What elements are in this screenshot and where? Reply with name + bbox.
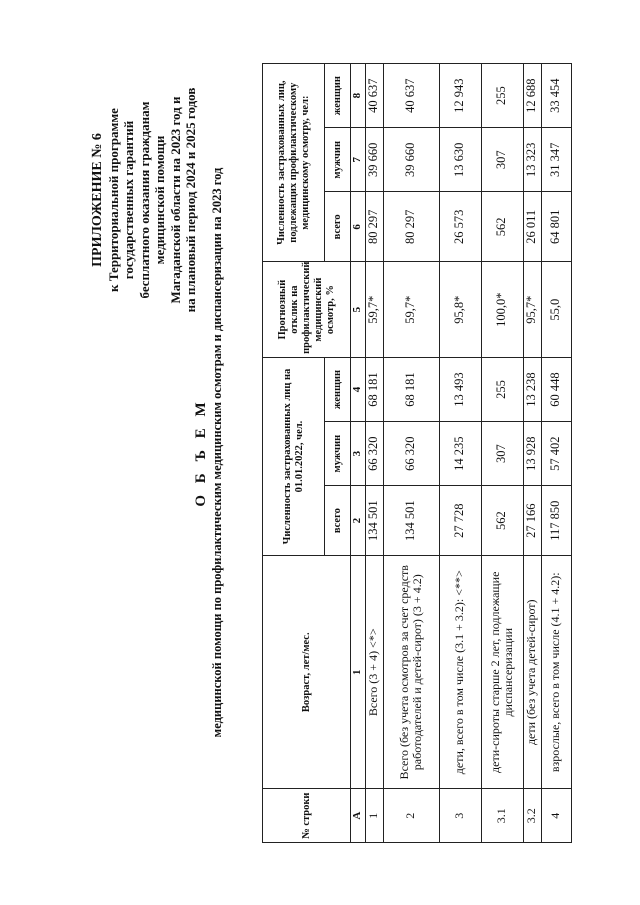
subject-total: 26 011 bbox=[523, 192, 541, 262]
header-men: мужчин bbox=[325, 422, 351, 486]
appendix-line: на плановый период 2024 и 2025 годов bbox=[183, 87, 198, 313]
insured-total: 117 850 bbox=[541, 486, 571, 556]
row-number: 3.1 bbox=[481, 789, 523, 843]
response-percent: 100,0* bbox=[481, 262, 523, 358]
insured-women: 255 bbox=[481, 357, 523, 421]
insured-men: 66 320 bbox=[365, 422, 383, 486]
table-row bbox=[383, 64, 439, 843]
row-number: 3 bbox=[439, 789, 481, 843]
table-row bbox=[365, 64, 383, 843]
insured-men: 66 320 bbox=[383, 422, 439, 486]
column-number: 1 bbox=[351, 556, 366, 789]
subject-women: 40 637 bbox=[365, 64, 383, 128]
insured-total: 134 501 bbox=[365, 486, 383, 556]
header-row-number: № строки bbox=[263, 789, 351, 843]
subject-total: 562 bbox=[481, 192, 523, 262]
column-number: 8 bbox=[351, 64, 366, 128]
table-row bbox=[541, 64, 571, 843]
row-number: 3.2 bbox=[523, 789, 541, 843]
appendix-line: к Территориальной программе bbox=[105, 108, 121, 292]
insured-women: 68 181 bbox=[365, 357, 383, 421]
header-insured: Численность застрахованных лиц на 01.01.2022, чел. bbox=[263, 357, 325, 555]
column-number: 4 bbox=[351, 357, 366, 421]
subject-total: 80 297 bbox=[365, 192, 383, 262]
appendix-title: ПРИЛОЖЕНИЕ № 6 bbox=[90, 133, 105, 267]
volume-table bbox=[262, 63, 572, 843]
insured-men: 14 235 bbox=[439, 422, 481, 486]
subject-men: 31 347 bbox=[541, 128, 571, 192]
subject-men: 13 630 bbox=[439, 128, 481, 192]
row-label: взрослые, всего в том числе (4.1 + 4.2): bbox=[541, 556, 571, 789]
subject-total: 80 297 bbox=[383, 192, 439, 262]
subject-women: 12 688 bbox=[523, 64, 541, 128]
appendix-line: Магаданской области на 2023 год и bbox=[167, 96, 183, 304]
subject-total: 64 801 bbox=[541, 192, 571, 262]
response-percent: 95,7* bbox=[523, 262, 541, 358]
subject-women: 40 637 bbox=[383, 64, 439, 128]
insured-women: 13 493 bbox=[439, 357, 481, 421]
response-percent: 59,7* bbox=[383, 262, 439, 358]
row-number: 2 bbox=[383, 789, 439, 843]
header-age: Возраст, лет/мес. bbox=[263, 556, 351, 789]
insured-total: 27 728 bbox=[439, 486, 481, 556]
column-number: А bbox=[351, 789, 366, 843]
subject-women: 255 bbox=[481, 64, 523, 128]
row-label: дети, всего в том числе (3.1 + 3.2): <**> bbox=[439, 556, 481, 789]
header-response: Прогнозный отклик на профилактический медицинский осмотр, % bbox=[263, 262, 351, 358]
insured-total: 134 501 bbox=[383, 486, 439, 556]
insured-total: 27 166 bbox=[523, 486, 541, 556]
subject-women: 12 943 bbox=[439, 64, 481, 128]
column-number: 6 bbox=[351, 192, 366, 262]
appendix-header bbox=[90, 50, 199, 350]
insured-women: 68 181 bbox=[383, 357, 439, 421]
row-number: 1 bbox=[365, 789, 383, 843]
table-row bbox=[481, 64, 523, 843]
subject-total: 26 573 bbox=[439, 192, 481, 262]
header-women: женщин bbox=[325, 64, 351, 128]
insured-total: 562 bbox=[481, 486, 523, 556]
column-number: 5 bbox=[351, 262, 366, 358]
insured-men: 13 928 bbox=[523, 422, 541, 486]
insured-men: 57 402 bbox=[541, 422, 571, 486]
appendix-line: бесплатного оказания гражданам bbox=[136, 101, 152, 299]
row-label: Всего (без учета осмотров за счет средств работодателей и детей-сирот) (3 + 4.2) bbox=[383, 556, 439, 789]
column-number: 2 bbox=[351, 486, 366, 556]
subject-men: 307 bbox=[481, 128, 523, 192]
header-subject: Численность застрахованных лиц, подлежащих профилактическому медицинскому осмотру, чел: bbox=[263, 64, 325, 262]
row-label: дети-сироты старше 2 лет, подлежащие диспансеризации bbox=[481, 556, 523, 789]
header-total: всего bbox=[325, 486, 351, 556]
row-number: 4 bbox=[541, 789, 571, 843]
header-men: мужчин bbox=[325, 128, 351, 192]
insured-men: 307 bbox=[481, 422, 523, 486]
insured-women: 13 238 bbox=[523, 357, 541, 421]
table-row bbox=[523, 64, 541, 843]
response-percent: 59,7* bbox=[365, 262, 383, 358]
insured-women: 60 448 bbox=[541, 357, 571, 421]
column-number: 3 bbox=[351, 422, 366, 486]
response-percent: 95,8* bbox=[439, 262, 481, 358]
document-title: О Б Ъ Е М bbox=[193, 398, 209, 507]
subject-men: 13 323 bbox=[523, 128, 541, 192]
appendix-line: государственных гарантий bbox=[121, 120, 136, 280]
document-subtitle: медицинской помощи по профилактическим медицинским осмотрам и диспансеризации на 2023 год bbox=[210, 167, 224, 738]
table-row bbox=[439, 64, 481, 843]
column-number: 7 bbox=[351, 128, 366, 192]
appendix-line: медицинской помощи bbox=[152, 135, 167, 265]
header-women: женщин bbox=[325, 357, 351, 421]
header-total: всего bbox=[325, 192, 351, 262]
response-percent: 55,0 bbox=[541, 262, 571, 358]
row-label: Всего (3 + 4) <*> bbox=[365, 556, 383, 789]
subject-men: 39 660 bbox=[383, 128, 439, 192]
subject-men: 39 660 bbox=[365, 128, 383, 192]
subject-women: 33 454 bbox=[541, 64, 571, 128]
row-label: дети (без учета детей-сирот) bbox=[523, 556, 541, 789]
